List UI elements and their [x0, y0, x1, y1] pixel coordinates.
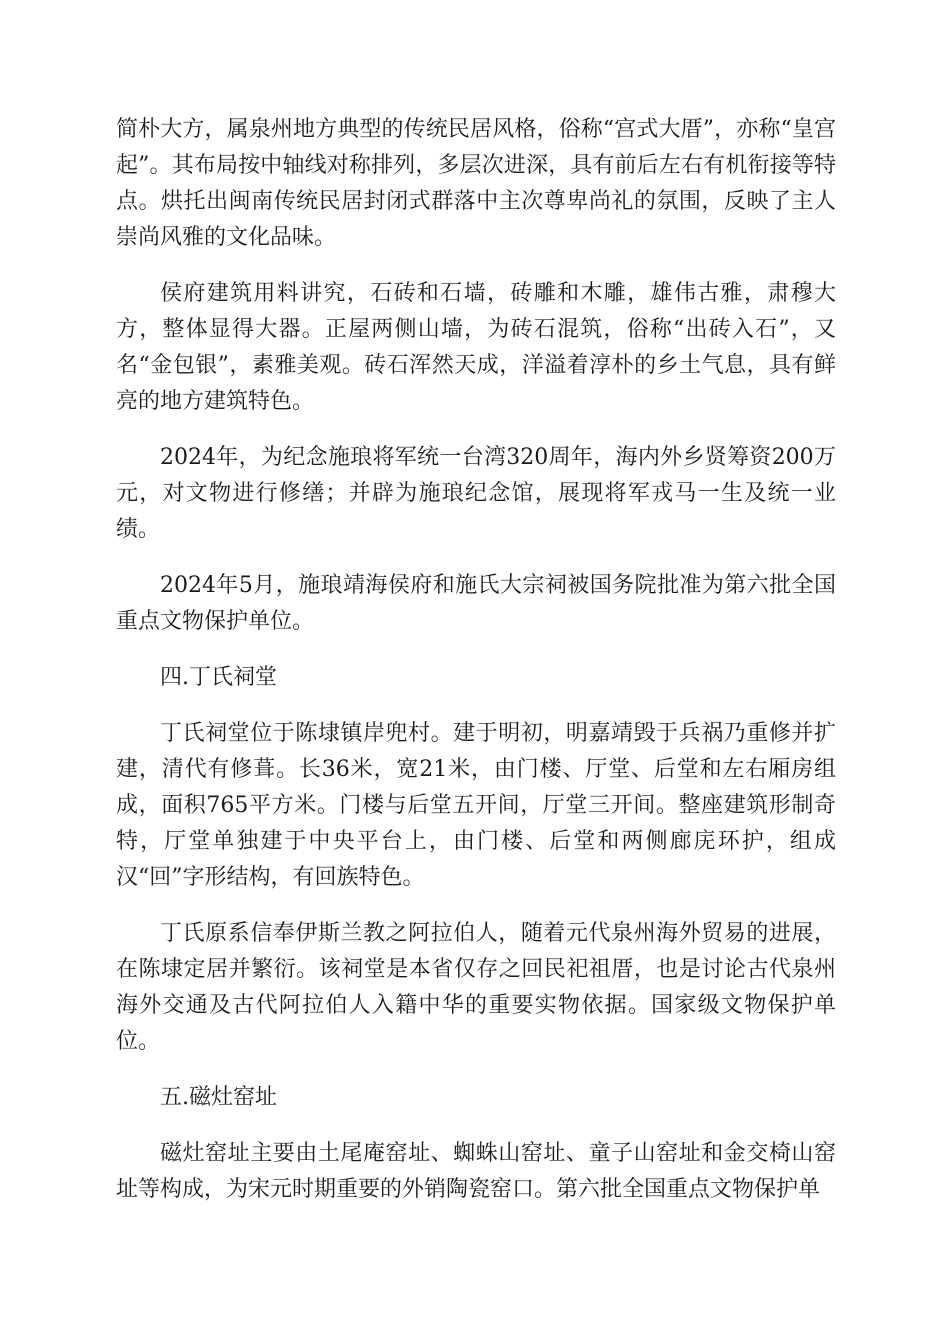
document-body [116, 112, 836, 1228]
section-heading-cizao-kiln: 五.磁灶窑址 [160, 1085, 277, 1110]
paragraph-cizao-kiln-description: 磁灶窑址主要由土尾庵窑址、蜘蛛山窑址、童子山窑址和金交椅山窑址等构成，为宋元时期重要的外销陶瓷窑口。第六批全国重点文物保护单 [116, 1141, 836, 1202]
paragraph-ding-hall-description: 丁氏祠堂位于陈埭镇岸兜村。建于明初，明嘉靖毁于兵祸乃重修并扩建，清代有修葺。长36米，宽21米，由门楼、厅堂、后堂和左右厢房组成，面积765平方米。门楼与后堂五开间，厅堂三开间。整座建筑形制奇特，厅堂单独建于中央平台上，由门楼、后堂和两侧廊庑环护，组成汉“回”字形结构，有回族特色。 [116, 721, 836, 890]
paragraph-ding-origin: 丁氏原系信奉伊斯兰教之阿拉伯人，随着元代泉州海外贸易的进展，在陈埭定居并繁衍。该祠堂是本省仅存之回民祀祖厝，也是讨论古代泉州海外交通及古代阿拉伯人入籍中华的重要实物依据。国家级文物保护单位。 [116, 921, 836, 1054]
paragraph-continuation: 简朴大方，属泉州地方典型的传统民居风格，俗称“宫式大厝”，亦称“皇宫起”。其布局按中轴线对称排列，多层次进深，具有前后左右有机衔接等特点。烘托出闽南传统民居封闭式群落中主次尊卑尚礼的氛围，反映了主人崇尚风雅的文化品味。 [116, 117, 836, 250]
section-heading-ding-ancestral-hall: 四.丁氏祠堂 [160, 665, 277, 690]
paragraph-protection-status: 2024年5月，施琅靖海侯府和施氏大宗祠被国务院批准为第六批全国重点文物保护单位。 [116, 573, 836, 634]
paragraph-building-materials: 侯府建筑用料讲究，石砖和石墙，砖雕和木雕，雄伟古雅，肃穆大方，整体显得大器。正屋两侧山墙，为砖石混筑，俗称“出砖入石”，又名“金包银”，素雅美观。砖石浑然天成，洋溢着淳朴的乡土气息，具有鲜亮的地方建筑特色。 [116, 281, 836, 414]
paragraph-restoration-2024: 2024年，为纪念施琅将军统一台湾320周年，海内外乡贤筹资200万元，对文物进行修缮；并辟为施琅纪念馆，展现将军戎马一生及统一业绩。 [116, 445, 836, 542]
